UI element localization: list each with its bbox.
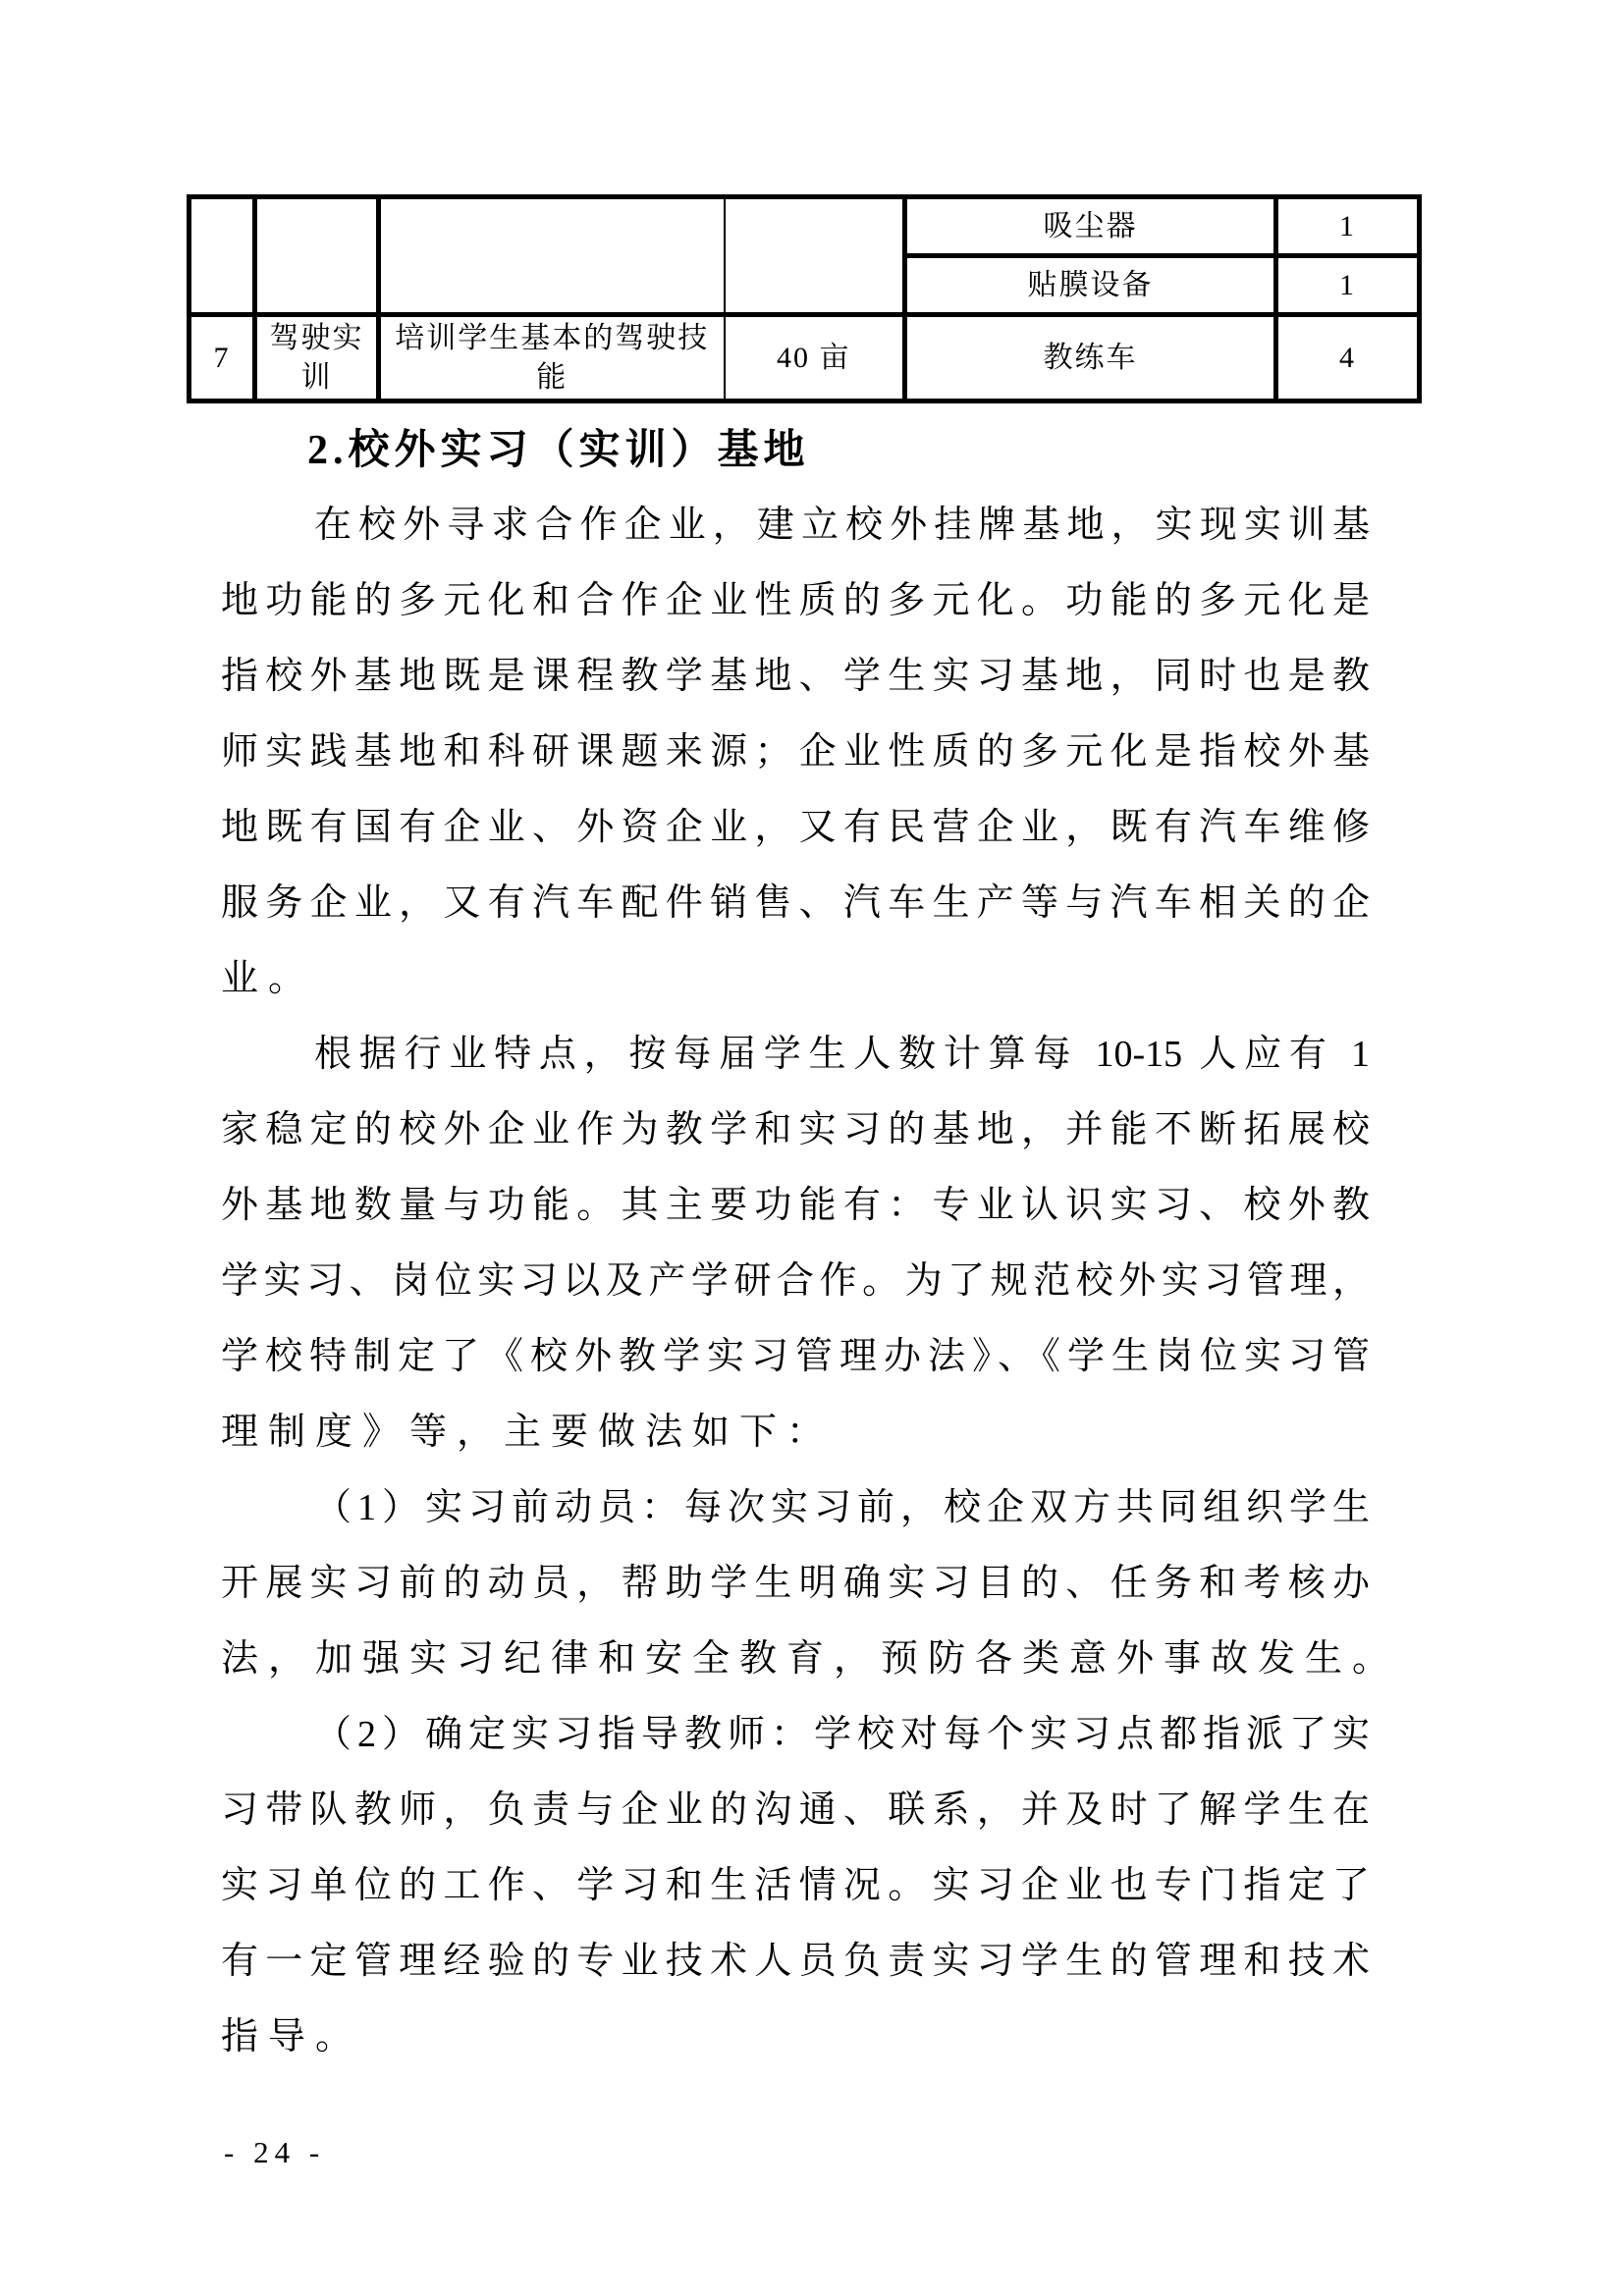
cell-desc-empty <box>379 197 725 315</box>
equipment-table <box>187 194 1422 403</box>
cell-desc: 培训学生基本的驾驶技能 <box>379 315 725 401</box>
paragraph-line: 习带队教师，负责与企业的沟通、联系，并及时了解学生在 <box>221 1789 1370 1831</box>
paragraph-line: 师实践基地和科研课题来源；企业性质的多元化是指校外基 <box>221 731 1370 773</box>
table-row <box>189 315 1420 401</box>
paragraph-line: 服务企业，又有汽车配件销售、汽车生产等与汽车相关的企 <box>221 882 1370 924</box>
cell-name-empty <box>255 197 379 315</box>
paragraph-line: 实习单位的工作、学习和生活情况。实习企业也专门指定了 <box>221 1865 1370 1906</box>
cell-name: 驾驶实训 <box>255 315 379 401</box>
body-text <box>221 488 1400 2075</box>
cell-equipment: 贴膜设备 <box>905 256 1276 315</box>
cell-area-empty <box>725 197 905 315</box>
paragraph-line: 学校特制定了《校外教学实习管理办法》、《学生岗位实习管 <box>221 1336 1370 1377</box>
page-number: - 24 - <box>224 2135 326 2169</box>
cell-equipment: 教练车 <box>905 315 1276 401</box>
paragraph-line: （2）确定实习指导教师：学校对每个实习点都指派了实 <box>314 1714 1370 1755</box>
paragraph-line: 开展实习前的动员，帮助学生明确实习目的、任务和考核办 <box>221 1563 1370 1604</box>
table-row <box>189 197 1420 256</box>
section-heading: 2.校外实习（实训）基地 <box>307 428 810 473</box>
paragraph-line: 理制度》等，主要做法如下： <box>221 1412 835 1453</box>
cell-no-empty <box>189 197 255 315</box>
paragraph-line: 有一定管理经验的专业技术人员负责实习学生的管理和技术 <box>221 1941 1370 1982</box>
paragraph-line: 在校外寻求合作企业，建立校外挂牌基地，实现实训基 <box>314 505 1370 546</box>
cell-count: 4 <box>1276 315 1420 401</box>
paragraph-line: 业。 <box>221 958 316 999</box>
equipment-table-wrapper <box>187 194 1422 403</box>
paragraph-line: 地既有国有企业、外资企业，又有民营企业，既有汽车维修 <box>221 807 1370 848</box>
paragraph-line: 家稳定的校外企业作为教学和实习的基地，并能不断拓展校 <box>221 1109 1370 1150</box>
paragraph-line: 根据行业特点，按每届学生人数计算每 10-15 人应有 1 <box>314 1034 1370 1075</box>
paragraph-line: 外基地数量与功能。其主要功能有：专业认识实习、校外教 <box>221 1185 1370 1226</box>
cell-no: 7 <box>189 315 255 401</box>
paragraph-line: 指导。 <box>221 2016 363 2057</box>
cell-area: 40 亩 <box>725 315 905 401</box>
paragraph-line: 指校外基地既是课程教学基地、学生实习基地，同时也是教 <box>221 656 1370 697</box>
paragraph-line: 学实习、岗位实习以及产学研合作。为了规范校外实习管理， <box>221 1260 1370 1302</box>
paragraph-line: 地功能的多元化和合作企业性质的多元化。功能的多元化是 <box>221 580 1370 621</box>
paragraph-line: （1）实习前动员：每次实习前，校企双方共同组织学生 <box>314 1487 1370 1528</box>
cell-count: 1 <box>1276 197 1420 256</box>
cell-count: 1 <box>1276 256 1420 315</box>
cell-equipment: 吸尘器 <box>905 197 1276 256</box>
paragraph-line: 法，加强实习纪律和安全教育，预防各类意外事故发生。 <box>221 1638 1400 1680</box>
